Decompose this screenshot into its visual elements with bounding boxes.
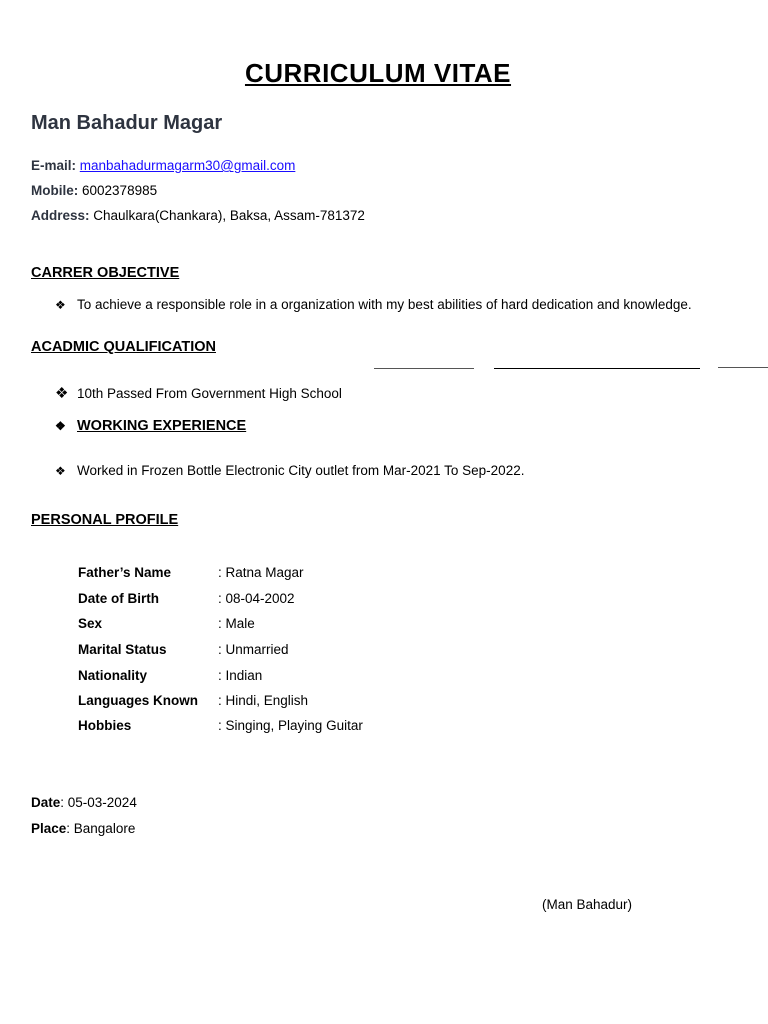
address-value: Chaulkara(Chankara), Baksa, Assam-781372 [93,208,365,223]
email-label: E-mail: [31,158,77,173]
document-title: CURRICULUM VITAE [244,58,512,88]
personal-heading: PERSONAL PROFILE [31,512,179,528]
profile-label: Sex [78,616,103,631]
profile-row-sex [78,616,255,631]
place-label: Place [31,821,67,836]
experience-item [55,463,524,478]
profile-value: : Ratna Magar [218,565,304,580]
profile-row-languages [78,693,308,708]
address-line [31,208,365,223]
divider-rule [374,368,474,369]
place-line [31,821,135,836]
profile-row-marital [78,642,289,657]
qualification-heading: ACADMIC QUALIFICATION [31,339,216,355]
profile-row-dob [78,591,295,606]
profile-value: : Indian [218,668,263,683]
mobile-label: Mobile: [31,183,79,198]
date-label: Date [31,795,61,810]
place-value: : Bangalore [66,821,136,836]
profile-row-hobbies [78,718,363,733]
profile-label: Nationality [78,668,148,683]
profile-label: Hobbies [78,718,132,733]
profile-label: Marital Status [78,642,167,657]
objective-item [55,297,692,312]
experience-text: Worked in Frozen Bottle Electronic City outlet from Mar-2021 To Sep-2022. [77,463,525,478]
signature-name: (Man Bahadur) [542,897,633,912]
mobile-value: 6002378985 [82,183,158,198]
profile-value: : Hindi, English [218,693,309,708]
experience-heading-text: WORKING EXPERIENCE [77,418,247,434]
profile-row-nationality [78,668,262,683]
candidate-name: Man Bahadur Magar [31,112,223,134]
profile-value: : 08-04-2002 [218,591,295,606]
objective-heading: CARRER OBJECTIVE [31,265,180,281]
profile-value: : Male [218,616,255,631]
qualification-text: 10th Passed From Government High School [77,386,342,401]
divider-rule [718,367,768,368]
profile-row-father [78,565,304,580]
email-line [31,158,295,173]
email-link[interactable]: manbahadurmagarm30@gmail.com [79,158,296,173]
profile-value: : Unmarried [218,642,289,657]
diamond-bullet-icon: ❖ [55,419,66,433]
divider-rule [494,368,700,369]
diamond-bullet-icon: ❖ [55,298,66,312]
objective-text: To achieve a responsible role in a organization with my best abilities of hard dedication and knowledge. [77,297,692,312]
diamond-bullet-icon: ❖ [55,464,66,478]
mobile-line [31,183,157,198]
profile-value: : Singing, Playing Guitar [218,718,363,733]
diamond-bullet-icon: ❖ [55,385,69,402]
profile-label: Languages Known [78,693,199,708]
profile-label: Date of Birth [78,591,159,606]
date-value: : 05-03-2024 [60,795,137,810]
address-label: Address: [31,208,90,223]
experience-heading [55,418,246,434]
profile-label: Father’s Name [78,565,172,580]
qualification-item [55,384,342,402]
date-line [31,795,137,810]
